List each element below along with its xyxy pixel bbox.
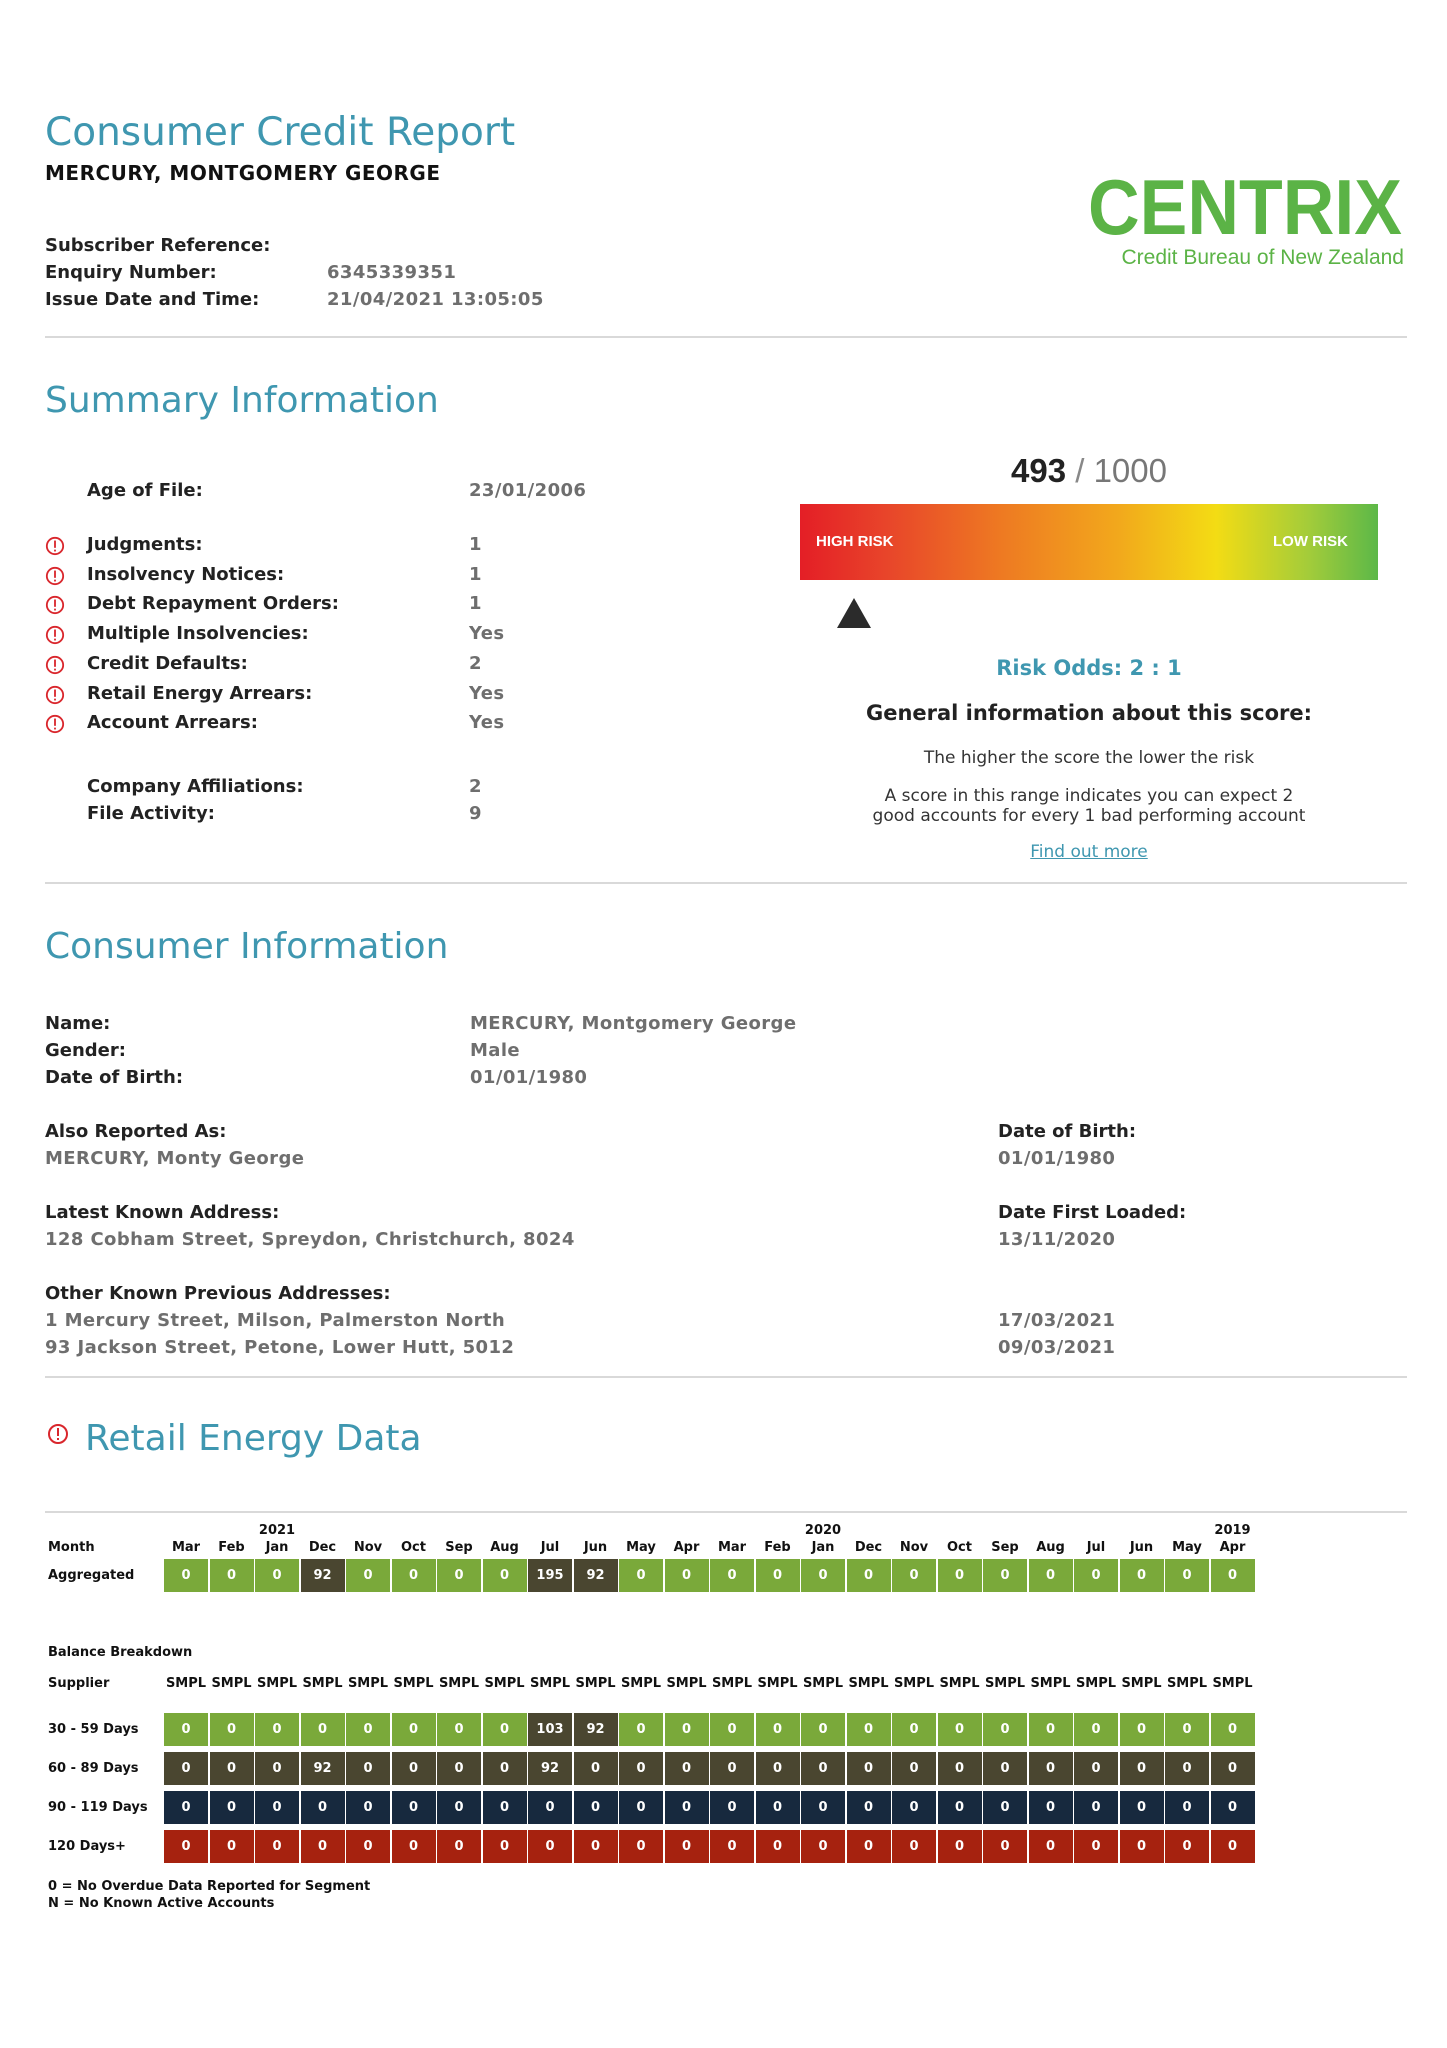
summary-label: Debt Repayment Orders: (87, 593, 339, 614)
aggregated-cell: 0 (210, 1559, 254, 1592)
aging-cell: 0 (1074, 1713, 1118, 1746)
aging-cell: 0 (938, 1713, 982, 1746)
aging-cell: 0 (1120, 1791, 1164, 1824)
aging-row-label: 90 - 119 Days (48, 1800, 148, 1815)
summary-row (45, 653, 745, 683)
supplier-header: SMPL (484, 1676, 525, 1691)
aging-cell: 0 (574, 1752, 618, 1785)
supplier-header: SMPL (438, 1676, 480, 1691)
supplier-header: SMPL (529, 1676, 571, 1691)
also-reported-value: MERCURY, Monty George (45, 1148, 305, 1169)
aging-cell: 0 (210, 1830, 254, 1863)
supplier-header: SMPL (165, 1676, 207, 1691)
summary-value: 2 (469, 653, 482, 674)
aging-cell: 0 (665, 1713, 709, 1746)
month-header: Jun (1129, 1540, 1154, 1555)
aging-cell: 0 (710, 1791, 754, 1824)
aging-cell: 0 (346, 1830, 390, 1863)
aging-cell: 0 (346, 1752, 390, 1785)
summary-label: Retail Energy Arrears: (87, 683, 313, 704)
aging-cell: 0 (437, 1752, 481, 1785)
aging-cell: 0 (665, 1752, 709, 1785)
summary-value: Yes (469, 712, 505, 733)
date-first-loaded-value: 13/11/2020 (998, 1229, 1116, 1250)
alert-icon (45, 685, 65, 709)
aging-cell: 0 (710, 1830, 754, 1863)
score-marker-icon (837, 598, 871, 628)
aging-cell: 0 (801, 1752, 845, 1785)
find-out-more-link[interactable]: Find out more (1030, 842, 1148, 862)
aggregated-cell: 0 (892, 1559, 936, 1592)
aging-cell: 0 (483, 1752, 527, 1785)
alert-icon (45, 625, 65, 649)
meta-label: Enquiry Number: (45, 262, 217, 283)
supplier-header: SMPL (848, 1676, 889, 1691)
summary-age-of-file (45, 480, 745, 510)
score-info-line2a: A score in this range indicates you can expect 2 (884, 786, 1294, 806)
score-separator: / (1075, 452, 1085, 489)
month-header: Sep (445, 1540, 473, 1555)
aging-cell: 103 (528, 1713, 572, 1746)
aging-cell: 0 (574, 1791, 618, 1824)
score-max: 1000 (1093, 452, 1167, 489)
aggregated-cell: 0 (1120, 1559, 1164, 1592)
aging-cell: 0 (1120, 1752, 1164, 1785)
aging-cell: 0 (983, 1791, 1027, 1824)
aging-cell: 0 (255, 1830, 299, 1863)
month-header: Nov (353, 1540, 383, 1555)
alert-icon (45, 714, 65, 738)
summary-value: 1 (469, 564, 482, 585)
previous-address-date: 17/03/2021 (998, 1310, 1116, 1331)
score-info-title: General information about this score: (865, 701, 1313, 725)
aging-cell: 0 (1211, 1830, 1255, 1863)
supplier-header: SMPL (1212, 1676, 1253, 1691)
aging-cell: 0 (665, 1791, 709, 1824)
latest-address-label: Latest Known Address: (45, 1202, 280, 1223)
supplier-header: SMPL (802, 1676, 844, 1691)
aging-cell: 0 (1074, 1791, 1118, 1824)
aging-cell: 0 (301, 1830, 345, 1863)
month-header: Jan (265, 1540, 289, 1555)
previous-address-date: 09/03/2021 (998, 1337, 1116, 1358)
summary-row (45, 593, 745, 623)
previous-addresses-label: Other Known Previous Addresses: (45, 1283, 391, 1304)
aging-cell: 0 (756, 1713, 800, 1746)
aging-cell: 0 (1120, 1713, 1164, 1746)
summary-value: Yes (469, 683, 505, 704)
summary-value: 9 (469, 803, 482, 824)
aging-cell: 0 (1211, 1752, 1255, 1785)
month-header: May (626, 1540, 656, 1555)
alert-icon (45, 655, 65, 679)
divider (45, 336, 1407, 338)
aging-cell: 0 (756, 1791, 800, 1824)
month-header: Oct (401, 1540, 426, 1555)
supplier-header: SMPL (393, 1676, 434, 1691)
supplier-header: SMPL (620, 1676, 662, 1691)
supplier-header: SMPL (1075, 1676, 1117, 1691)
centrix-logo-mark (1088, 168, 1408, 242)
month-header: Mar (171, 1540, 201, 1555)
aggregated-cell: 0 (346, 1559, 390, 1592)
aging-cell: 0 (164, 1830, 208, 1863)
report-title: Consumer Credit Report (45, 110, 516, 155)
aging-cell: 0 (255, 1713, 299, 1746)
aging-cell: 0 (210, 1713, 254, 1746)
aging-cell: 0 (1165, 1830, 1209, 1863)
alert-icon (45, 595, 65, 619)
gender-label: Gender: (45, 1040, 126, 1061)
month-label: Month (48, 1540, 95, 1555)
aggregated-cell: 0 (801, 1559, 845, 1592)
summary-label: Judgments: (87, 534, 203, 555)
summary-row (45, 623, 745, 653)
summary-value: 2 (469, 776, 482, 797)
previous-address: 1 Mercury Street, Milson, Palmerston North (45, 1310, 506, 1331)
aging-cell: 0 (1029, 1791, 1073, 1824)
balance-breakdown-label: Balance Breakdown (48, 1645, 193, 1660)
aging-cell: 0 (619, 1791, 663, 1824)
meta-label: Subscriber Reference: (45, 235, 271, 256)
aging-cell: 0 (255, 1752, 299, 1785)
gauge-high-label: HIGH RISK (816, 533, 894, 550)
aggregated-cell: 0 (847, 1559, 891, 1592)
month-header: Dec (308, 1540, 337, 1555)
aging-cell: 0 (1211, 1713, 1255, 1746)
aging-cell: 0 (574, 1830, 618, 1863)
aging-cell: 0 (892, 1791, 936, 1824)
year-label: 2019 (1214, 1523, 1251, 1538)
aging-cell: 0 (938, 1791, 982, 1824)
divider (45, 882, 1407, 884)
aging-cell: 0 (710, 1713, 754, 1746)
supplier-header: SMPL (347, 1676, 389, 1691)
month-header: Dec (854, 1540, 883, 1555)
aging-cell: 0 (164, 1791, 208, 1824)
aging-cell: 0 (437, 1791, 481, 1824)
aging-cell: 0 (847, 1713, 891, 1746)
summary-value: 23/01/2006 (469, 480, 587, 501)
supplier-header: SMPL (256, 1676, 298, 1691)
section-title-consumer: Consumer Information (45, 926, 449, 967)
table-top-rule (45, 1511, 1407, 1513)
summary-label: File Activity: (87, 803, 215, 824)
year-label: 2021 (258, 1523, 296, 1538)
aggregated-cell: 0 (619, 1559, 663, 1592)
supplier-header: SMPL (1121, 1676, 1162, 1691)
month-header: Apr (673, 1540, 700, 1555)
supplier-header: SMPL (893, 1676, 935, 1691)
aging-cell: 0 (983, 1830, 1027, 1863)
aging-cell: 0 (619, 1713, 663, 1746)
summary-label: Company Affiliations: (87, 776, 304, 797)
dob-label: Date of Birth: (45, 1067, 184, 1088)
aggregated-cell: 0 (483, 1559, 527, 1592)
supplier-header: SMPL (302, 1676, 343, 1691)
supplier-header: SMPL (1030, 1676, 1071, 1691)
alert-icon (45, 566, 65, 590)
summary-label: Multiple Insolvencies: (87, 623, 309, 644)
aging-cell: 92 (301, 1752, 345, 1785)
date-first-loaded-label: Date First Loaded: (998, 1202, 1187, 1223)
aggregated-cell: 0 (938, 1559, 982, 1592)
aging-cell: 0 (756, 1830, 800, 1863)
aggregated-cell: 0 (1211, 1559, 1255, 1592)
aging-cell: 0 (801, 1830, 845, 1863)
section-title-energy: Retail Energy Data (85, 1418, 422, 1459)
alert-icon (45, 536, 65, 560)
aging-cell: 0 (1074, 1830, 1118, 1863)
aging-cell: 0 (301, 1713, 345, 1746)
risk-gauge (800, 504, 1378, 580)
aging-cell: 0 (210, 1791, 254, 1824)
aging-cell: 0 (665, 1830, 709, 1863)
aggregated-cell: 92 (301, 1559, 345, 1592)
svg-text:CENTRIX: CENTRIX (1088, 168, 1402, 242)
aging-row-label: 60 - 89 Days (48, 1761, 139, 1776)
summary-label: Credit Defaults: (87, 653, 248, 674)
summary-row (45, 534, 745, 564)
score-info-line1: The higher the score the lower the risk (923, 748, 1255, 768)
aging-cell: 92 (574, 1713, 618, 1746)
aging-cell: 0 (938, 1752, 982, 1785)
aging-cell: 0 (847, 1752, 891, 1785)
aging-cell: 0 (1120, 1830, 1164, 1863)
aggregated-label: Aggregated (48, 1568, 135, 1583)
aging-row-label: 120 Days+ (48, 1839, 126, 1854)
aging-cell: 0 (346, 1791, 390, 1824)
dob-value: 01/01/1980 (470, 1067, 588, 1088)
aging-cell: 0 (847, 1791, 891, 1824)
name-value: MERCURY, Montgomery George (470, 1013, 797, 1034)
aging-cell: 0 (437, 1713, 481, 1746)
month-header: Jul (540, 1540, 560, 1555)
summary-row (45, 683, 745, 713)
aging-cell: 0 (210, 1752, 254, 1785)
aggregated-cell: 195 (528, 1559, 572, 1592)
aging-row-label: 30 - 59 Days (48, 1722, 139, 1737)
aging-cell: 0 (1074, 1752, 1118, 1785)
aging-cell: 0 (392, 1830, 436, 1863)
summary-value: Yes (469, 623, 505, 644)
supplier-header: SMPL (575, 1676, 616, 1691)
aging-cell: 0 (1211, 1791, 1255, 1824)
aging-cell: 0 (392, 1752, 436, 1785)
section-title-summary: Summary Information (45, 380, 439, 421)
month-header: Sep (991, 1540, 1019, 1555)
aggregated-cell: 0 (983, 1559, 1027, 1592)
report-subject: MERCURY, MONTGOMERY GEORGE (45, 161, 441, 185)
aging-cell: 0 (1029, 1752, 1073, 1785)
year-label: 2020 (804, 1523, 842, 1538)
aging-cell: 0 (164, 1752, 208, 1785)
aging-cell: 0 (801, 1713, 845, 1746)
aggregated-cell: 0 (1074, 1559, 1118, 1592)
aging-cell: 0 (710, 1752, 754, 1785)
previous-address: 93 Jackson Street, Petone, Lower Hutt, 5012 (45, 1337, 515, 1358)
meta-value: 21/04/2021 13:05:05 (327, 289, 544, 310)
aging-cell: 0 (983, 1713, 1027, 1746)
aging-cell: 0 (301, 1791, 345, 1824)
aging-cell: 0 (528, 1791, 572, 1824)
month-header: Feb (218, 1540, 245, 1555)
legend-n: N = No Known Active Accounts (48, 1896, 275, 1911)
supplier-label: Supplier (48, 1676, 110, 1691)
supplier-header: SMPL (757, 1676, 798, 1691)
aggregated-cell: 0 (1029, 1559, 1073, 1592)
aging-cell: 0 (483, 1830, 527, 1863)
supplier-header: SMPL (211, 1676, 252, 1691)
centrix-logo (1088, 168, 1408, 278)
supplier-header: SMPL (666, 1676, 707, 1691)
aging-cell: 0 (801, 1791, 845, 1824)
supplier-header: SMPL (939, 1676, 980, 1691)
supplier-header: SMPL (984, 1676, 1026, 1691)
month-header: Feb (764, 1540, 791, 1555)
aggregated-cell: 0 (437, 1559, 481, 1592)
legend-zero: 0 = No Overdue Data Reported for Segment (48, 1879, 371, 1894)
aggregated-cell: 0 (756, 1559, 800, 1592)
supplier-header: SMPL (711, 1676, 753, 1691)
score-display (800, 452, 1378, 490)
also-reported-label: Also Reported As: (45, 1121, 227, 1142)
month-header: Mar (717, 1540, 747, 1555)
gauge-low-label: LOW RISK (1273, 533, 1348, 550)
aggregated-cell: 0 (392, 1559, 436, 1592)
aggregated-cell: 0 (255, 1559, 299, 1592)
aging-cell: 0 (255, 1791, 299, 1824)
aging-cell: 0 (892, 1830, 936, 1863)
also-reported-dob-value: 01/01/1980 (998, 1148, 1116, 1169)
name-label: Name: (45, 1013, 111, 1034)
aging-cell: 92 (528, 1752, 572, 1785)
month-header: Aug (490, 1540, 519, 1555)
logo-subtitle: Credit Bureau of New Zealand (1121, 246, 1404, 269)
also-reported-dob-label: Date of Birth: (998, 1121, 1137, 1142)
summary-label: Account Arrears: (87, 712, 258, 733)
aging-cell: 0 (847, 1830, 891, 1863)
aging-cell: 0 (483, 1713, 527, 1746)
aging-cell: 0 (983, 1752, 1027, 1785)
aging-cell: 0 (1165, 1791, 1209, 1824)
summary-row (45, 564, 745, 594)
aging-cell: 0 (528, 1830, 572, 1863)
month-header: Jan (811, 1540, 835, 1555)
aging-cell: 0 (619, 1752, 663, 1785)
month-header: Apr (1219, 1540, 1246, 1555)
aging-cell: 0 (392, 1791, 436, 1824)
aging-cell: 0 (1165, 1713, 1209, 1746)
latest-address-value: 128 Cobham Street, Spreydon, Christchurch, 8024 (45, 1229, 575, 1250)
gender-value: Male (470, 1040, 521, 1061)
aging-cell: 0 (892, 1713, 936, 1746)
score-info-line2b: good accounts for every 1 bad performing account (872, 806, 1306, 826)
aggregated-cell: 92 (574, 1559, 618, 1592)
summary-value: 1 (469, 534, 482, 555)
aggregated-cell: 0 (710, 1559, 754, 1592)
aging-cell: 0 (619, 1830, 663, 1863)
meta-value: 6345339351 (327, 262, 457, 283)
alert-icon (47, 1423, 69, 1449)
month-header: Oct (947, 1540, 972, 1555)
aging-cell: 0 (1029, 1713, 1073, 1746)
summary-row (45, 712, 745, 742)
month-header: Aug (1036, 1540, 1065, 1555)
month-header: Nov (899, 1540, 929, 1555)
summary-label: Age of File: (87, 480, 203, 501)
aging-cell: 0 (483, 1791, 527, 1824)
supplier-header: SMPL (1166, 1676, 1208, 1691)
aging-cell: 0 (756, 1752, 800, 1785)
summary-value: 1 (469, 593, 482, 614)
aging-cell: 0 (1165, 1752, 1209, 1785)
aggregated-cell: 0 (665, 1559, 709, 1592)
month-header: Jul (1086, 1540, 1106, 1555)
meta-label: Issue Date and Time: (45, 289, 260, 310)
aggregated-cell: 0 (164, 1559, 208, 1592)
risk-odds: Risk Odds: 2 : 1 (996, 656, 1182, 680)
aging-cell: 0 (437, 1830, 481, 1863)
divider (45, 1376, 1407, 1378)
aging-cell: 0 (392, 1713, 436, 1746)
summary-label: Insolvency Notices: (87, 564, 285, 585)
summary-row (45, 776, 745, 806)
aging-cell: 0 (164, 1713, 208, 1746)
month-header: May (1172, 1540, 1202, 1555)
month-header: Jun (583, 1540, 608, 1555)
aging-cell: 0 (346, 1713, 390, 1746)
summary-row (45, 803, 745, 833)
score-value: 493 (1011, 452, 1067, 489)
aging-cell: 0 (892, 1752, 936, 1785)
aging-cell: 0 (938, 1830, 982, 1863)
aggregated-cell: 0 (1165, 1559, 1209, 1592)
aging-cell: 0 (1029, 1830, 1073, 1863)
